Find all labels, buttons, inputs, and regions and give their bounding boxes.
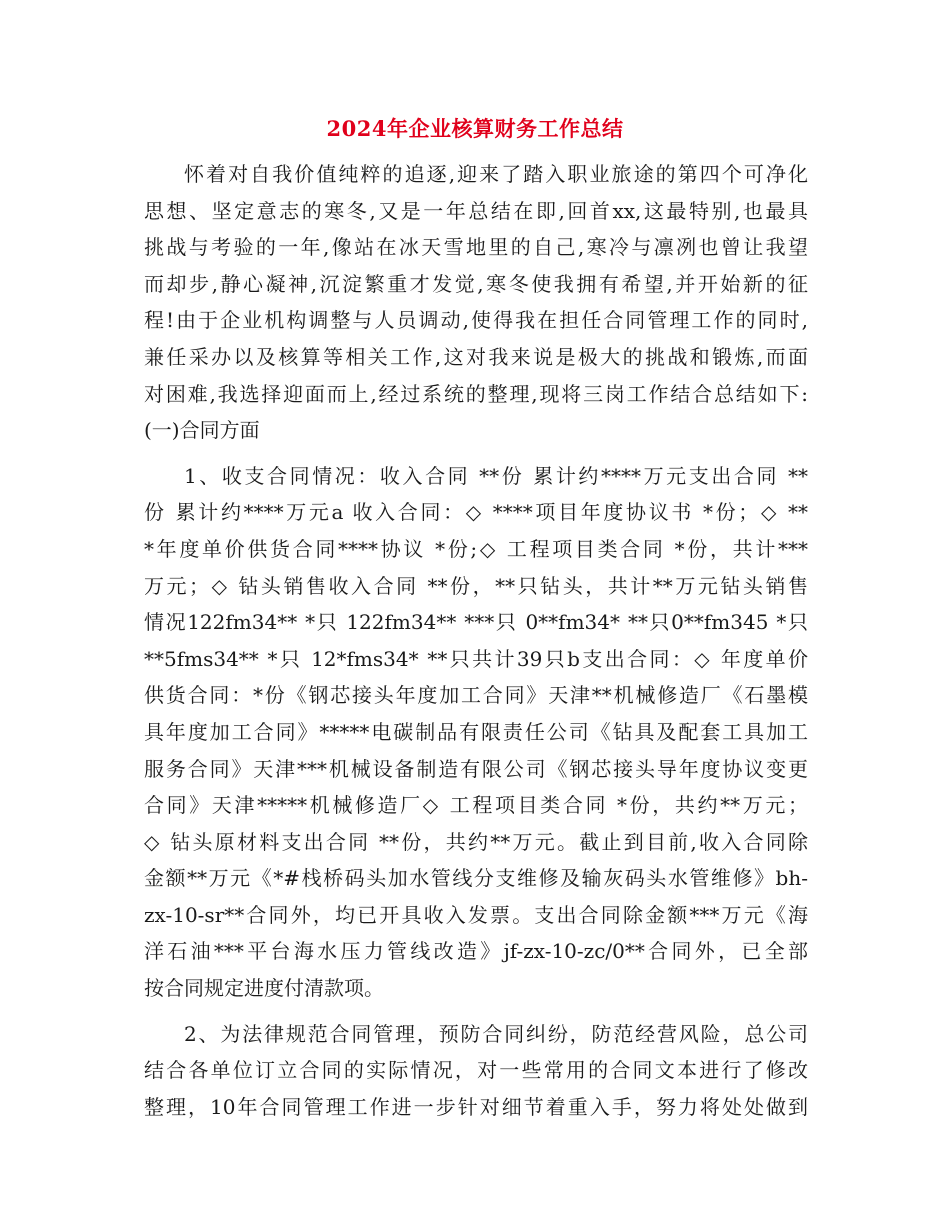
- section-heading: (一)合同方面: [144, 418, 260, 443]
- paragraph-line: 2、为法律规范合同管理，预防合同纠纷，防范经营风险，总公司: [184, 1021, 808, 1046]
- paragraph-line: 1、收支合同情况：收入合同 **份 累计约****万元支出合同 **: [184, 463, 808, 488]
- paragraph-line: ◇ 钻头原材料支出合同 **份，共约**万元。截止到目前,收入合同除: [144, 829, 808, 854]
- paragraph-line: 而却步,静心凝神,沉淀繁重才发觉,寒冬使我拥有希望,并开始新的征: [144, 271, 808, 296]
- paragraph-line: 合同》天津*****机械修造厂◇ 工程项目类合同 *份，共约**万元；: [144, 793, 808, 818]
- paragraph-line: 洋石油***平台海水压力管线改造》jf-zx-10-zc/0**合同外，已全部: [144, 939, 808, 964]
- paragraph-line: 思想、坚定意志的寒冬,又是一年总结在即,回首xx,这最特别,也最具: [144, 198, 808, 223]
- paragraph-line: 整理，10年合同管理工作进一步针对细节着重入手，努力将处处做到: [144, 1094, 808, 1119]
- paragraph-line: 兼任采办以及核算等相关工作,这对我来说是极大的挑战和锻炼,而面: [144, 344, 808, 369]
- paragraph-line: 具年度加工合同》*****电碳制品有限责任公司《钻具及配套工具加工: [144, 719, 808, 744]
- paragraph-line: 情况122fm34** *只 122fm34** ***只 0**fm34* **只0**fm345 *只: [144, 610, 808, 635]
- paragraph-spacer: [144, 1007, 808, 1016]
- paragraph-line: 挑战与考验的一年,像站在冰天雪地里的自己,寒冷与凛冽也曾让我望: [144, 235, 808, 260]
- paragraph-line: 程!由于企业机构调整与人员调动,使得我在担任合同管理工作的同时,: [144, 308, 808, 333]
- paragraph-line: 服务合同》天津***机械设备制造有限公司《钢芯接头导年度协议变更: [144, 756, 808, 781]
- paragraph-line: *年度单价供货合同****协议 *份;◇ 工程项目类合同 *份，共计***: [144, 536, 808, 561]
- paragraph-spacer: [144, 449, 808, 458]
- paragraph-line: 按合同规定进度付清款项。: [144, 976, 384, 1001]
- paragraph-line: 万元；◇ 钻头销售收入合同 **份，**只钻头，共计**万元钻头销售: [144, 573, 808, 598]
- paragraph-line: 金额**万元《*#栈桥码头加水管线分支维修及输灰码头水管维修》bh-: [144, 866, 808, 891]
- paragraph-line: 对困难,我选择迎面而上,经过系统的整理,现将三岗工作结合总结如下:: [144, 381, 808, 406]
- paragraph-line: 结合各单位订立合同的实际情况，对一些常用的合同文本进行了修改: [144, 1058, 808, 1083]
- document-title: 2024年企业核算财务工作总结: [326, 116, 624, 141]
- paragraph-line: 怀着对自我价值纯粹的追逐,迎来了踏入职业旅途的第四个可净化: [184, 162, 808, 186]
- paragraph-line: zx-10-sr**合同外，均已开具收入发票。支出合同除金额***万元《海: [144, 902, 808, 927]
- paragraph-line: **5fms34** *只 12*fms34* **只共计39只b支出合同：◇ 年度单价: [144, 646, 808, 671]
- paragraph-line: 份 累计约****万元a 收入合同：◇ ****项目年度协议书 *份；◇ **: [144, 500, 808, 525]
- paragraph-line: 供货合同：*份《钢芯接头年度加工合同》天津**机械修造厂《石墨模: [144, 683, 808, 708]
- document-body: [144, 156, 808, 1125]
